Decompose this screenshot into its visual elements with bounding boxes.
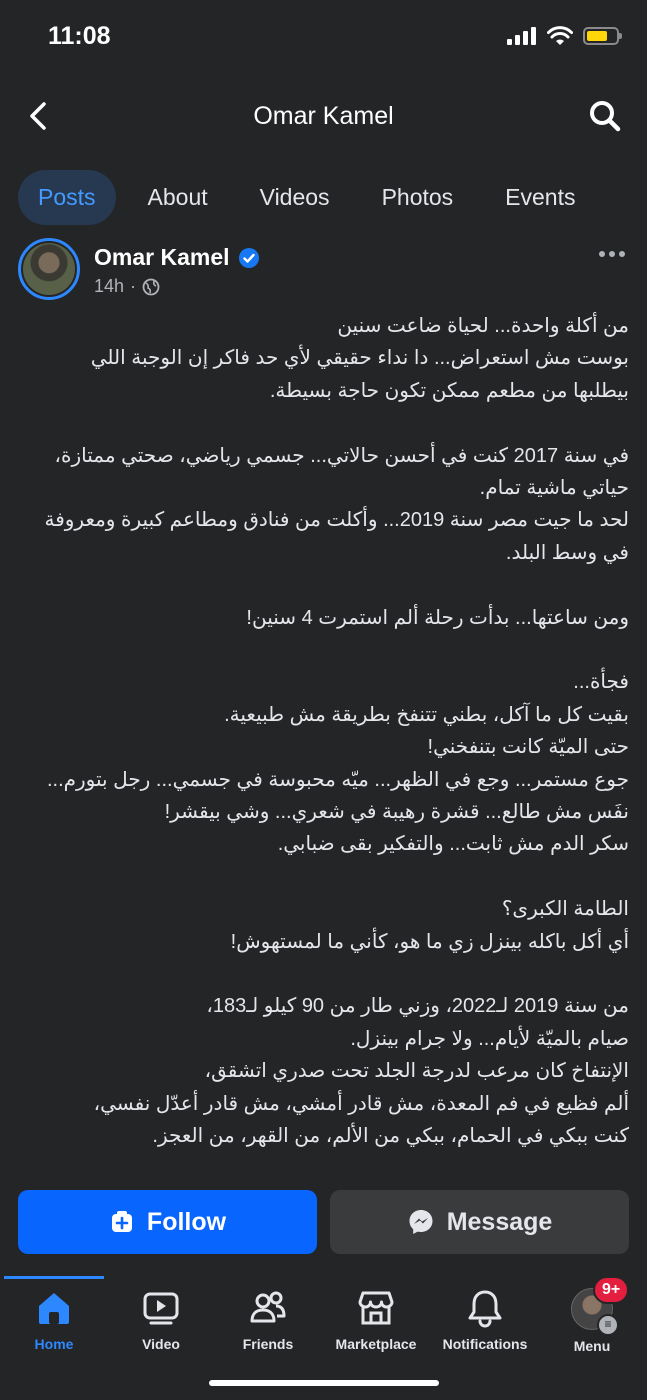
follow-label: Follow (146, 1207, 227, 1236)
profile-tabs (18, 168, 647, 226)
battery-icon (583, 27, 619, 45)
post-line: فجأة... (573, 671, 629, 694)
post-line: ومن ساعتها... بدأت رحلة ألم استمرت 4 سنين! (246, 606, 629, 629)
post-line: نفَس مش طالع... قشرة رهيبة في شعري... وشي بيقشر! (164, 801, 629, 824)
marketplace-icon (356, 1288, 396, 1328)
nav-label: Notifications (442, 1336, 528, 1352)
nav-marketplace[interactable] (322, 1288, 430, 1352)
author-avatar[interactable] (18, 238, 80, 300)
globe-icon (142, 278, 160, 296)
status-icons (507, 26, 619, 46)
post-line: جوع مستمر... وجع في الظهر... ميّه محبوسة في جسمي... رجل بتورم... (46, 768, 629, 791)
paragraph-gap (16, 634, 629, 666)
post-line: بقيت كل ما آكل، بطني تتنفخ بطريقة مش طبيعية. (224, 703, 629, 726)
header-title: Omar Kamel (253, 102, 394, 130)
author-name: Omar Kamel (94, 244, 230, 270)
nav-label: Video (142, 1336, 180, 1352)
post-line: الإنتفاخ كان مرعب لدرجة الجلد تحت صدري اتشقق، (204, 1060, 629, 1083)
profile-actions (18, 1190, 629, 1254)
status-bar (0, 0, 647, 80)
tab-posts[interactable]: Posts (18, 170, 116, 225)
nav-label: Home (34, 1336, 74, 1352)
messenger-icon (407, 1208, 435, 1236)
paragraph-gap (16, 407, 629, 439)
post-line: بوست مش استعراض... دا نداء حقيقي لأي حد فاكر إن الوجبة اللي (90, 347, 629, 370)
tab-events[interactable]: Events (505, 183, 576, 210)
avatar-image (23, 243, 75, 295)
nav-notifications[interactable] (431, 1288, 539, 1352)
follow-icon (109, 1209, 135, 1235)
post-time: 14h (94, 276, 125, 296)
post-meta (94, 276, 160, 297)
post-line: من أكلة واحدة... لحياة ضاعت سنين (337, 315, 629, 337)
tab-videos[interactable]: Videos (259, 183, 330, 210)
nav-video[interactable] (107, 1288, 215, 1352)
more-options-button[interactable] (597, 246, 627, 262)
tab-photos[interactable]: Photos (381, 183, 454, 210)
wifi-icon (547, 26, 573, 46)
menu-avatar (571, 1281, 621, 1331)
post-line: بيطلبها من مطعم ممكن تكون حاجة بسيطة. (269, 379, 629, 402)
active-tab-indicator (4, 1276, 104, 1279)
bell-icon (465, 1288, 505, 1328)
post-line: لحد ما جيت مصر سنة 2019... وأكلت من فنادق ومطاعم كبيرة ومعروفة (44, 509, 629, 532)
post-line: ألم فظيع في فم المعدة، مش قادر أمشي، مش قادر أعدّل نفسي، (93, 1092, 629, 1115)
message-button[interactable] (330, 1190, 629, 1254)
home-icon (34, 1288, 74, 1328)
post-line: كنت ببكي في الحمام، ببكي من الألم، من القهر، من العجز. (152, 1125, 629, 1148)
tab-about[interactable]: About (147, 183, 208, 210)
nav-label: Menu (573, 1338, 611, 1354)
nav-home[interactable] (0, 1288, 108, 1352)
search-button[interactable] (585, 96, 625, 136)
nav-friends[interactable] (214, 1288, 322, 1352)
post-line: في سنة 2017 كنت في أحسن حالاتي... جسمي رياضي، صحتي ممتازة، (54, 444, 629, 467)
post-line: الطامة الكبرى؟ (501, 898, 629, 921)
post-author[interactable] (94, 244, 260, 271)
nav-label: Friends (242, 1336, 294, 1352)
menu-lines-icon: ≡ (597, 1314, 619, 1336)
follow-button[interactable] (18, 1190, 317, 1254)
cellular-signal-icon (507, 27, 537, 45)
post-header (18, 238, 629, 304)
post-line: من سنة 2019 لـ2022، وزني طار من 90 كيلو لـ183، (206, 995, 629, 1018)
post-line: حياتي ماشية تمام. (479, 477, 629, 500)
notification-badge: 9+ (593, 1276, 629, 1304)
status-time: 11:08 (48, 22, 111, 50)
friends-icon (248, 1288, 288, 1328)
paragraph-gap (16, 861, 629, 893)
post-line: في وسط البلد. (505, 541, 629, 564)
post-text (16, 310, 629, 1152)
video-icon (141, 1288, 181, 1328)
paragraph-gap (16, 958, 629, 990)
nav-label: Marketplace (335, 1336, 417, 1352)
profile-header (0, 88, 647, 144)
post-line: سكر الدم مش ثابت... والتفكير بقى ضبابي. (277, 833, 629, 856)
post-line: حتى الميّة كانت بتنفخني! (427, 736, 629, 759)
message-label: Message (446, 1207, 553, 1236)
meta-separator: · (130, 276, 137, 296)
post-line: أي أكل باكله بينزل زي ما هو، كأني ما لمستهوش! (230, 930, 629, 953)
verified-badge-icon (238, 247, 260, 269)
post-line: صيام بالميّة لأيام... ولا جرام بينزل. (350, 1027, 629, 1050)
paragraph-gap (16, 569, 629, 601)
home-indicator (209, 1380, 439, 1386)
nav-menu[interactable] (538, 1281, 646, 1354)
